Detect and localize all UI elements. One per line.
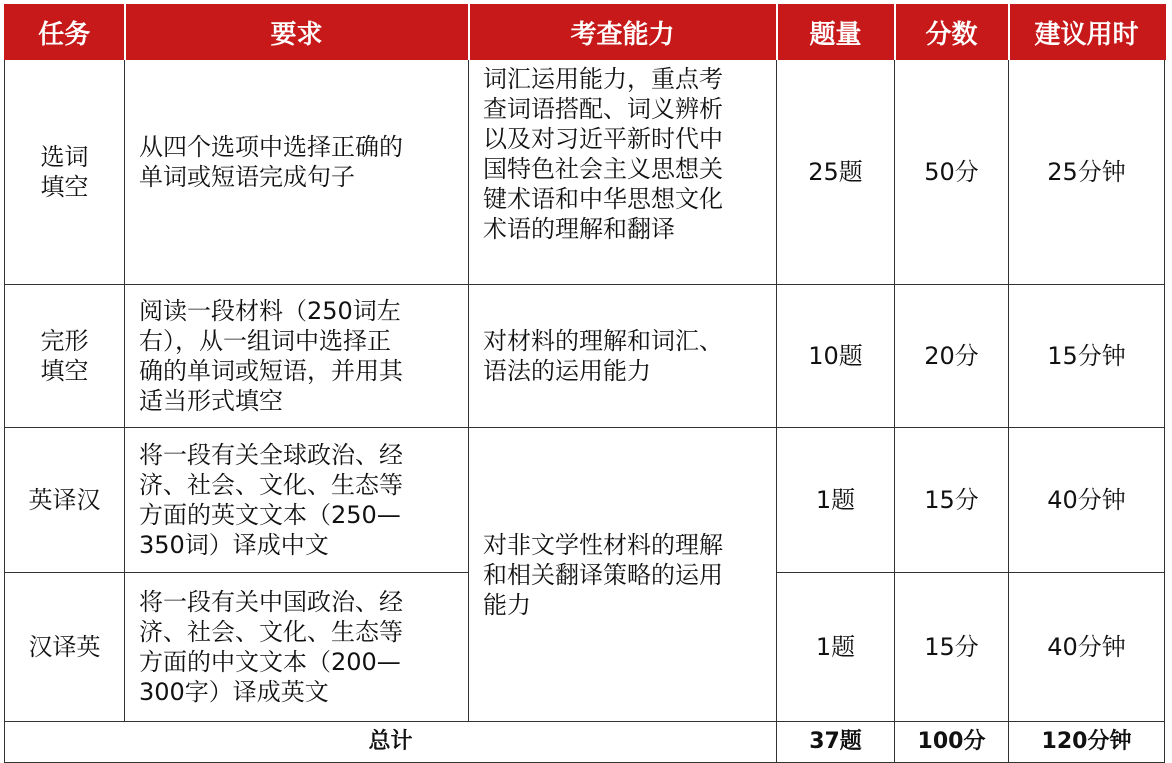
count-cell: 10题 (777, 285, 895, 428)
task-cell: 汉译英 (5, 573, 125, 722)
exam-structure-table (4, 4, 1166, 763)
ability-cell-merged: 对非文学性材料的理解 和相关翻译策略的运用 能力 (469, 428, 777, 722)
score-cell: 50分 (895, 60, 1009, 285)
header-task: 任务 (5, 5, 125, 60)
header-row (5, 5, 1165, 60)
score-cell: 20分 (895, 285, 1009, 428)
requirement-cell: 将一段有关中国政治、经 济、社会、文化、生态等 方面的中文文本（200— 300字）译成英文 (125, 573, 469, 722)
header-count: 题量 (777, 5, 895, 60)
score-cell: 15分 (895, 573, 1009, 722)
header-time: 建议用时 (1009, 5, 1165, 60)
header-ability: 考查能力 (469, 5, 777, 60)
total-score: 100分 (895, 722, 1009, 763)
score-cell: 15分 (895, 428, 1009, 573)
total-label: 总计 (5, 722, 777, 763)
requirement-cell: 从四个选项中选择正确的 单词或短语完成句子 (125, 60, 469, 285)
requirement-cell: 将一段有关全球政治、经 济、社会、文化、生态等 方面的英文文本（250— 350词）译成中文 (125, 428, 469, 573)
total-time: 120分钟 (1009, 722, 1165, 763)
count-cell: 1题 (777, 428, 895, 573)
task-cell: 英译汉 (5, 428, 125, 573)
table-row (5, 428, 1165, 573)
table-row (5, 285, 1165, 428)
count-cell: 25题 (777, 60, 895, 285)
header-requirement: 要求 (125, 5, 469, 60)
count-cell: 1题 (777, 573, 895, 722)
task-cell: 选词 填空 (5, 60, 125, 285)
requirement-cell: 阅读一段材料（250词左 右），从一组词中选择正 确的单词或短语，并用其 适当形式填空 (125, 285, 469, 428)
exam-structure-table-wrapper (4, 4, 1166, 763)
time-cell: 40分钟 (1009, 573, 1165, 722)
task-cell: 完形 填空 (5, 285, 125, 428)
total-count: 37题 (777, 722, 895, 763)
table-row (5, 60, 1165, 285)
time-cell: 25分钟 (1009, 60, 1165, 285)
time-cell: 15分钟 (1009, 285, 1165, 428)
ability-cell: 词汇运用能力，重点考 查词语搭配、词义辨析 以及对习近平新时代中 国特色社会主义思想关 键术语和中华思想文化 术语的理解和翻译 (469, 60, 777, 285)
header-score: 分数 (895, 5, 1009, 60)
ability-cell: 对材料的理解和词汇、 语法的运用能力 (469, 285, 777, 428)
total-row (5, 722, 1165, 763)
time-cell: 40分钟 (1009, 428, 1165, 573)
